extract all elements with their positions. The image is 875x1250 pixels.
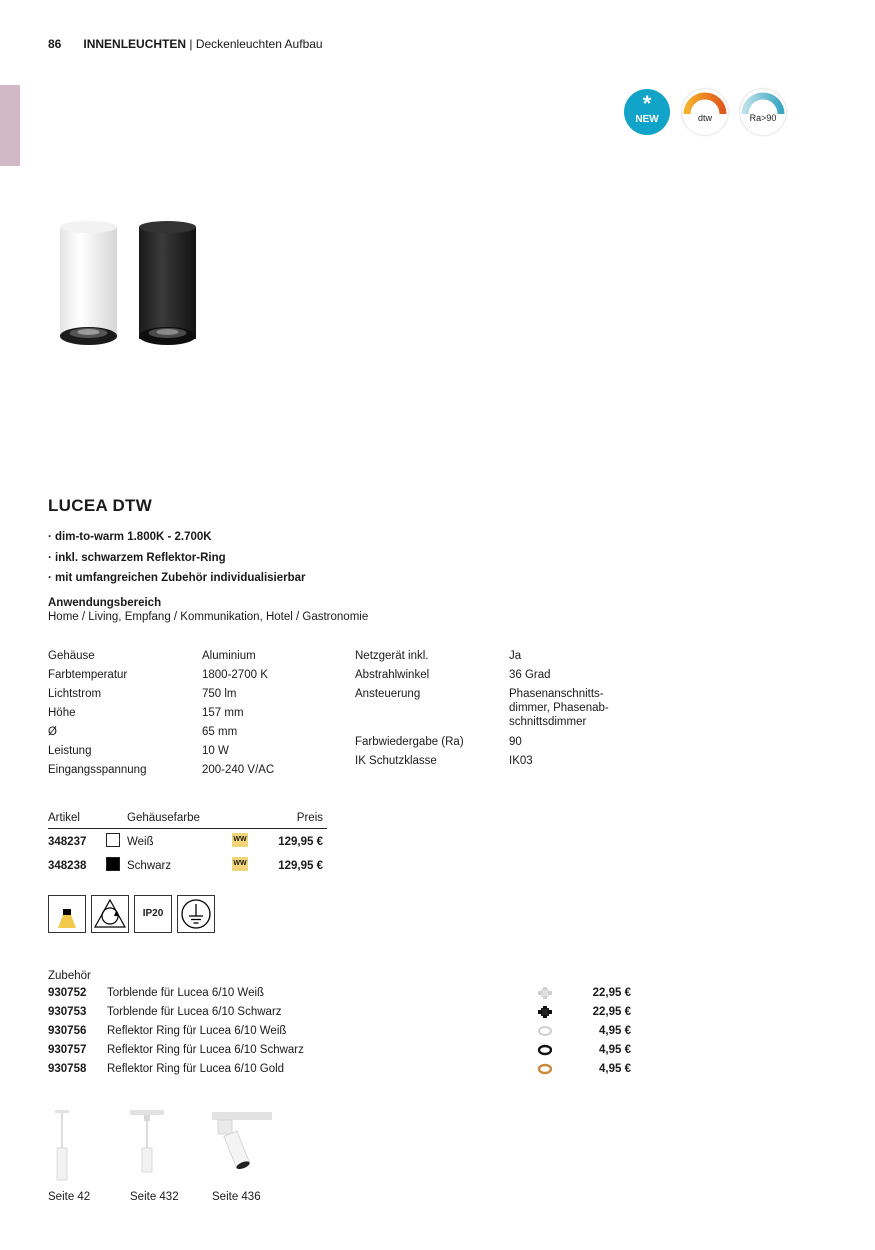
spec-label: IK Schutzklasse (355, 755, 437, 767)
feature-item: · dim-to-warm 1.800K - 2.700K (48, 531, 212, 543)
list-item (48, 1022, 631, 1041)
spec-value: 200-240 V/AC (202, 764, 275, 776)
accessory-description: Reflektor Ring für Lucea 6/10 Gold (107, 1063, 285, 1075)
application-heading: Anwendungsbereich (48, 597, 162, 609)
white-ring-icon (538, 1025, 552, 1037)
feature-item: · mit umfangreichen Zubehör individualisierbar (48, 572, 306, 584)
ra90-badge (740, 89, 786, 135)
article-table-header (48, 810, 327, 829)
accessory-number: 930753 (48, 1006, 87, 1018)
product-image (55, 215, 205, 350)
list-item (48, 984, 631, 1003)
accessory-price: 22,95 € (592, 1006, 631, 1018)
dtw-badge-label: dtw (697, 113, 712, 123)
column-header-article: Artikel (48, 812, 80, 824)
accessory-description: Torblende für Lucea 6/10 Weiß (107, 987, 265, 999)
spec-values-right (509, 647, 609, 771)
dtw-arc-icon (682, 89, 728, 135)
spec-labels-right (355, 647, 464, 771)
accessory-description: Reflektor Ring für Lucea 6/10 Weiß (107, 1025, 287, 1037)
cri-arc-icon (740, 89, 786, 135)
white-shutter-icon (538, 987, 552, 999)
spec-labels-left (48, 647, 146, 780)
chapter-tab (0, 85, 20, 166)
accessory-price: 4,95 € (599, 1063, 631, 1075)
page-number: 86 (48, 37, 62, 51)
spec-label: Gehäuse (48, 650, 95, 662)
gold-ring-icon (538, 1063, 552, 1075)
accessory-number: 930757 (48, 1044, 87, 1056)
list-item (48, 1003, 631, 1022)
spec-label: Abstrahlwinkel (355, 669, 430, 681)
asterisk-icon: * (642, 91, 652, 116)
spec-value: 65 mm (202, 726, 238, 738)
ra90-badge-label: Ra>90 (749, 113, 777, 123)
spec-value: 1800-2700 K (202, 669, 268, 681)
accessory-price: 22,95 € (592, 987, 631, 999)
accessory-number: 930756 (48, 1025, 87, 1037)
spec-label: Leistung (48, 745, 92, 757)
column-header-color: Gehäusefarbe (127, 812, 200, 824)
list-item (48, 1060, 631, 1079)
list-item (48, 1041, 631, 1060)
page-reference[interactable]: Seite 432 (130, 1191, 179, 1203)
application-text: Home / Living, Empfang / Kommunikation, Hotel / Gastronomie (48, 611, 369, 623)
column-header-price: Preis (296, 812, 323, 824)
new-badge-label: NEW (635, 114, 659, 125)
table-row (48, 853, 327, 877)
warm-white-tag: WW (232, 857, 248, 871)
feature-list (48, 527, 306, 589)
spec-value: 90 (509, 736, 522, 748)
article-price: 129,95 € (278, 836, 323, 848)
accessory-description: Torblende für Lucea 6/10 Schwarz (107, 1006, 282, 1018)
ip-rating-label: IP20 (142, 908, 164, 919)
rotatable-icon (91, 895, 129, 933)
accessory-description: Reflektor Ring für Lucea 6/10 Schwarz (107, 1044, 304, 1056)
color-name: Schwarz (127, 860, 172, 872)
ip20-icon (134, 895, 172, 933)
article-number: 348238 (48, 860, 87, 872)
spec-value: 157 mm (202, 707, 244, 719)
spec-label: Ø (48, 726, 57, 738)
article-table (48, 810, 327, 877)
warm-white-tag: WW (232, 833, 248, 847)
protection-class-icon (177, 895, 215, 933)
spec-label: Eingangsspannung (48, 764, 147, 776)
spec-value: IK03 (509, 755, 533, 767)
light-beam-icon (48, 895, 86, 933)
spec-label: Farbtemperatur (48, 669, 128, 681)
spec-label: Höhe (48, 707, 76, 719)
color-name: Weiß (127, 836, 154, 848)
new-badge (624, 89, 670, 135)
pendant-variant-image (50, 1108, 74, 1184)
dtw-badge (682, 89, 728, 135)
feature-item: · inkl. schwarzem Reflektor-Ring (48, 551, 226, 564)
page-reference[interactable]: Seite 436 (212, 1191, 261, 1203)
black-shutter-icon (538, 1006, 552, 1018)
spec-label: Ansteuerung (355, 688, 421, 700)
spec-value: 750 lm (202, 688, 237, 700)
spec-label: Lichtstrom (48, 688, 102, 700)
spec-label: Netzgerät inkl. (355, 650, 429, 662)
accessories-list (48, 984, 631, 1079)
track-spot-variant-image (208, 1108, 276, 1180)
article-number: 348237 (48, 836, 87, 848)
accessory-price: 4,95 € (599, 1044, 631, 1056)
table-row (48, 829, 327, 853)
article-price: 129,95 € (278, 860, 323, 872)
accessories-heading: Zubehör (48, 970, 91, 982)
section-title: INNENLEUCHTEN (83, 37, 187, 51)
page-header: 86 INNENLEUCHTEN | Deckenleuchten Aufbau (48, 37, 323, 51)
accessory-number: 930758 (48, 1063, 87, 1075)
subsection-title: Deckenleuchten Aufbau (195, 37, 323, 51)
color-swatch-white (106, 833, 120, 847)
accessory-price: 4,95 € (599, 1025, 631, 1037)
spec-value: 36 Grad (509, 669, 551, 681)
color-swatch-black (106, 857, 120, 871)
accessory-number: 930752 (48, 987, 87, 999)
product-title: LUCEA DTW (48, 496, 153, 515)
spec-value: 10 W (202, 745, 229, 757)
page-reference[interactable]: Seite 42 (48, 1191, 91, 1203)
spec-value-multiline: Phasenanschnitts- dimmer, Phasenab- schnittsdimmer (509, 688, 609, 728)
spec-value: Ja (509, 650, 522, 662)
spec-value: Aluminium (202, 650, 256, 662)
track-pendant-variant-image (128, 1108, 168, 1184)
spec-label: Farbwiedergabe (Ra) (355, 736, 464, 748)
spec-values-left (202, 647, 274, 780)
black-ring-icon (538, 1044, 552, 1056)
